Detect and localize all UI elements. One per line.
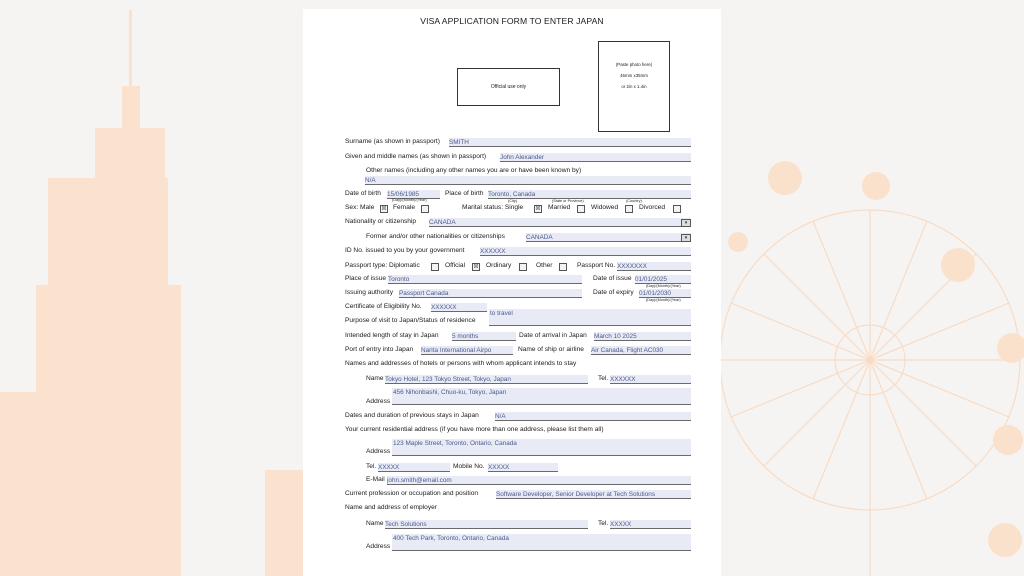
arrival-field[interactable]: March 10 2025 — [594, 332, 691, 341]
passport-no-field[interactable]: XXXXXXX — [617, 262, 691, 271]
ship-field[interactable]: Air Canada, Flight AC030 — [591, 346, 691, 355]
ship-label: Name of ship or airline — [518, 346, 584, 353]
coe-field[interactable]: XXXXXX — [431, 303, 487, 312]
employer-name-label: Name — [366, 520, 384, 527]
form-title: VISA APPLICATION FORM TO ENTER JAPAN — [420, 16, 604, 26]
hotel-tel-field[interactable]: XXXXXX — [610, 375, 691, 384]
ferris-cabins — [728, 161, 1024, 557]
dob-hint: (Day)/(Month)/(Year) — [392, 198, 427, 202]
passport-type-label: Passport type: Diplomatic — [345, 262, 420, 269]
port-field[interactable]: Narita International Airpo — [421, 346, 513, 355]
nationality-select[interactable]: CANADA — [429, 218, 691, 227]
official-use-box — [457, 68, 560, 106]
mobile-label: Mobile No. — [453, 463, 485, 470]
profession-label: Current profession or occupation and position — [345, 490, 479, 497]
given-names-label: Given and middle names (as shown in passport) — [345, 153, 487, 160]
pob-label: Place of birth — [445, 190, 484, 197]
profession-field[interactable]: Software Developer, Senior Developer at Tech Solutions — [496, 490, 691, 499]
res-tel-label: Tel. — [366, 463, 377, 470]
purpose-value: to travel — [490, 310, 513, 317]
hotel-name-label: Name — [366, 375, 384, 382]
official-use-label: Official use only — [490, 84, 527, 90]
hotel-address-value: 456 Nihonbashi, Chuo-ku, Tokyo, Japan — [393, 389, 507, 396]
chevron-down-icon[interactable]: ▾ — [681, 234, 691, 242]
chevron-down-icon[interactable]: ▾ — [681, 219, 691, 227]
employer-address-value: 400 Tech Park, Toronto, Ontario, Canada — [393, 535, 509, 542]
official-label: Official — [445, 262, 466, 269]
passport-no-label: Passport No. — [577, 262, 616, 269]
purpose-label: Purpose of visit to Japan/Status of residence — [345, 317, 476, 324]
dob-field[interactable]: 15/06/1985 — [387, 190, 440, 199]
date-issue-hint: (Day)/(Month)/(Year) — [646, 284, 681, 288]
other-type-checkbox[interactable] — [559, 263, 567, 271]
photo-line-1: (Paste photo here) — [615, 62, 653, 67]
length-label: Intended length of stay in Japan — [345, 332, 439, 339]
former-nationality-label: Former and/or other nationalities or citizenships — [366, 233, 505, 240]
city-silhouette — [0, 10, 305, 576]
photo-box[interactable] — [598, 41, 670, 132]
issuing-authority-label: Issuing authority — [345, 289, 394, 296]
id-no-label: ID No. issued to you by your government — [345, 247, 465, 254]
married-checkbox[interactable] — [577, 205, 585, 213]
coe-label: Certificate of Eligibility No. — [345, 303, 422, 310]
date-expiry-hint: (Day)/(Month)/(Year) — [646, 298, 681, 302]
male-checkbox[interactable]: ☒ — [381, 206, 387, 212]
res-address-value: 123 Maple Street, Toronto, Ontario, Canada — [393, 440, 517, 447]
mobile-field[interactable]: XXXXX — [488, 463, 558, 472]
hotels-label: Names and addresses of hotels or persons with whom applicant intends to stay — [345, 360, 577, 367]
other-type-label: Other — [536, 262, 553, 269]
female-label: Female — [393, 204, 415, 211]
prev-stays-field[interactable]: N/A — [495, 412, 691, 421]
length-field[interactable]: 5 months — [452, 332, 516, 341]
ordinary-label: Ordinary — [486, 262, 512, 269]
date-expiry-field[interactable]: 01/01/2030 — [639, 289, 691, 298]
state-hint: (State or Province) — [552, 199, 584, 203]
female-checkbox[interactable] — [421, 205, 429, 213]
date-issue-label: Date of issue — [593, 275, 632, 282]
port-label: Port of entry into Japan — [345, 346, 414, 353]
single-checkbox[interactable]: ☒ — [535, 206, 541, 212]
purpose-field[interactable] — [489, 309, 691, 326]
place-issue-field[interactable]: Toronto — [388, 275, 582, 284]
divorced-checkbox[interactable] — [673, 205, 681, 213]
residential-label: Your current residential address (if you have more than one address, please list them all) — [345, 426, 604, 433]
city-hint: (City) — [508, 199, 518, 203]
ferris-wheel — [720, 210, 1020, 576]
employer-address-field[interactable] — [392, 534, 691, 551]
employer-address-label: Address — [366, 543, 391, 550]
visa-application-form — [303, 9, 721, 576]
marital-label: Marital status: Single — [462, 204, 524, 211]
photo-line-2: 45mm x35mm — [620, 73, 648, 78]
email-field[interactable]: john.smith@email.com — [387, 476, 691, 485]
ordinary-checkbox[interactable] — [519, 263, 527, 271]
res-address-field[interactable] — [392, 439, 691, 456]
arrival-label: Date of arrival in Japan — [519, 332, 587, 339]
given-names-field[interactable]: John Alexander — [500, 153, 691, 162]
employer-label: Name and address of employer — [345, 504, 437, 511]
country-hint: (Country) — [626, 199, 642, 203]
hotel-address-field[interactable] — [392, 388, 691, 405]
employer-name-field[interactable]: Tech Solutions — [385, 520, 588, 529]
hotel-name-field[interactable]: Tokyo Hotel, 123 Tokyo Street, Tokyo, Japan — [385, 375, 588, 384]
employer-tel-field[interactable]: XXXXX — [610, 520, 691, 529]
date-issue-field[interactable]: 01/01/2025 — [635, 275, 691, 284]
issuing-authority-field[interactable]: Passport Canada — [399, 289, 582, 298]
sex-label: Sex: Male — [345, 204, 375, 211]
surname-label: Surname (as shown in passport) — [345, 138, 440, 145]
res-address-label: Address — [366, 448, 391, 455]
diplomatic-checkbox[interactable] — [431, 263, 439, 271]
photo-line-3: or 2in x 1.4in — [621, 84, 647, 89]
former-nationality-select[interactable]: CANADA — [526, 233, 691, 242]
other-names-label: Other names (including any other names you are or have been known by) — [366, 167, 582, 174]
widowed-checkbox[interactable] — [625, 205, 633, 213]
prev-stays-label: Dates and duration of previous stays in Japan — [345, 412, 479, 419]
employer-tel-label: Tel. — [598, 520, 609, 527]
divorced-label: Divorced — [639, 204, 666, 211]
date-expiry-label: Date of expiry — [593, 289, 634, 296]
pob-field[interactable]: Toronto, Canada — [488, 190, 691, 199]
hotel-address-label: Address — [366, 398, 391, 405]
res-tel-field[interactable]: XXXXX — [378, 463, 450, 472]
official-checkbox[interactable]: ☒ — [473, 264, 479, 270]
email-label: E-Mail — [366, 476, 385, 483]
id-no-field[interactable]: XXXXXX — [480, 247, 691, 256]
place-issue-label: Place of issue — [345, 275, 387, 282]
hotel-tel-label: Tel. — [598, 375, 609, 382]
dob-label: Date of birth — [345, 190, 381, 197]
married-label: Married — [548, 204, 571, 211]
other-names-field[interactable]: N/A — [365, 176, 691, 185]
widowed-label: Widowed — [591, 204, 619, 211]
surname-field[interactable]: SMITH — [449, 138, 691, 147]
nationality-label: Nationality or citizenship — [345, 218, 417, 225]
